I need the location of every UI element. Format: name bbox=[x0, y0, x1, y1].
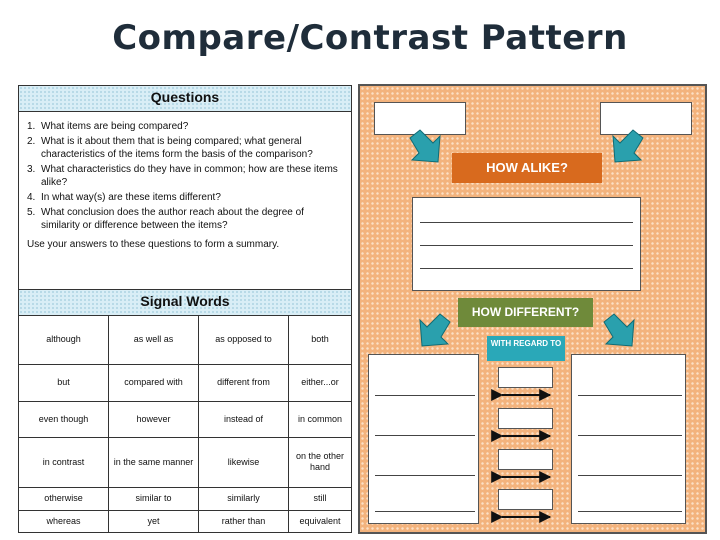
question-item bbox=[27, 120, 343, 133]
question-number: 1. bbox=[27, 121, 36, 132]
signal-word-cell: in contrast bbox=[19, 437, 109, 487]
signal-word-cell: as well as bbox=[109, 315, 199, 364]
question-text: In what way(s) are these items different? bbox=[41, 192, 221, 203]
signal-word-cell: however bbox=[109, 401, 199, 437]
question-text: What conclusion does the author reach about the degree of similarity or difference between the items? bbox=[41, 207, 304, 231]
arrow-down-right-icon bbox=[410, 130, 440, 162]
organizer-arrows bbox=[360, 86, 705, 532]
page-title: Compare/Contrast Pattern bbox=[112, 18, 628, 58]
questions-panel bbox=[18, 85, 352, 533]
signal-word-cell: instead of bbox=[199, 401, 289, 437]
question-item bbox=[27, 163, 343, 189]
signal-word-cell: either...or bbox=[289, 364, 352, 401]
arrow-down-left-icon bbox=[420, 314, 450, 346]
arrow-down-left-icon bbox=[613, 130, 643, 162]
compare-contrast-organizer bbox=[358, 84, 707, 534]
signal-word-cell: otherwise bbox=[19, 487, 109, 510]
question-text: What characteristics do they have in common; how are these items alike? bbox=[41, 164, 338, 188]
signal-word-cell: equivalent bbox=[289, 510, 352, 532]
signal-word-cell: on the other hand bbox=[289, 437, 352, 487]
question-item bbox=[27, 206, 343, 232]
how-alike-label: HOW ALIKE? bbox=[452, 153, 602, 183]
question-text: What is it about them that is being compared; what general characteristics of the items form the basis of the comparison? bbox=[41, 136, 313, 160]
signal-word-cell: as opposed to bbox=[199, 315, 289, 364]
signal-word-cell: yet bbox=[109, 510, 199, 532]
question-number: 2. bbox=[27, 136, 36, 147]
signal-word-cell: still bbox=[289, 487, 352, 510]
signal-word-cell: rather than bbox=[199, 510, 289, 532]
signal-word-cell: but bbox=[19, 364, 109, 401]
with-regard-to-label: WITH REGARD TO bbox=[487, 336, 565, 361]
question-number: 4. bbox=[27, 192, 36, 203]
question-item bbox=[27, 135, 343, 161]
questions-header: Questions bbox=[19, 86, 351, 112]
signal-word-cell: compared with bbox=[109, 364, 199, 401]
signal-word-cell: similar to bbox=[109, 487, 199, 510]
question-number: 3. bbox=[27, 164, 36, 175]
signal-word-cell: both bbox=[289, 315, 352, 364]
questions-summary: Use your answers to these questions to form a summary. bbox=[27, 239, 280, 250]
signal-word-cell: although bbox=[19, 315, 109, 364]
signal-word-cell: whereas bbox=[19, 510, 109, 532]
question-item bbox=[27, 191, 343, 204]
signal-word-cell: even though bbox=[19, 401, 109, 437]
how-different-label: HOW DIFFERENT? bbox=[458, 298, 593, 327]
arrow-down-right-icon bbox=[604, 314, 634, 346]
question-number: 5. bbox=[27, 207, 36, 218]
signal-word-cell: in the same manner bbox=[109, 437, 199, 487]
signal-word-cell: likewise bbox=[199, 437, 289, 487]
signal-words-table bbox=[19, 315, 351, 533]
signal-word-cell: different from bbox=[199, 364, 289, 401]
signal-word-cell: similarly bbox=[199, 487, 289, 510]
questions-list bbox=[27, 120, 343, 251]
signal-word-cell: in common bbox=[289, 401, 352, 437]
signal-words-header: Signal Words bbox=[19, 289, 351, 316]
question-text: What items are being compared? bbox=[41, 121, 189, 132]
